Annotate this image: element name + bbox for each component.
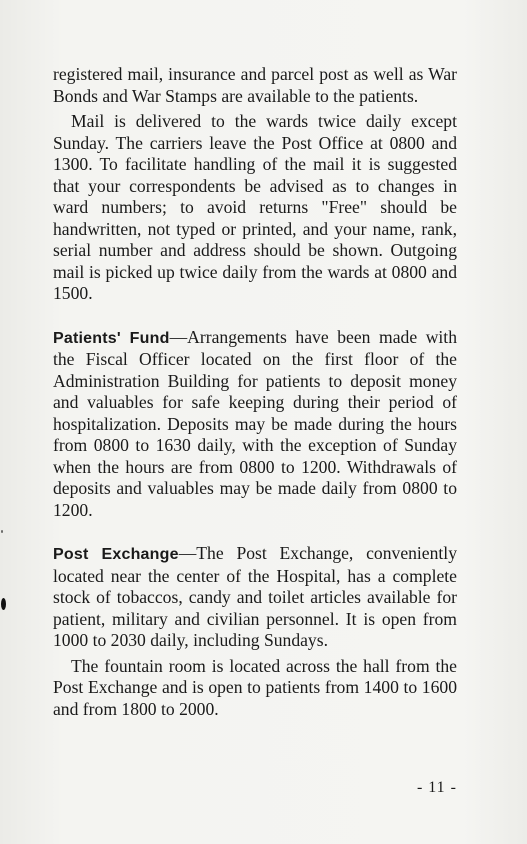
section-post-exchange [53, 543, 457, 652]
section-body-post-exchange: —The Post Exchange, conveniently located near the center of the Hospital, has a complete stock of tobaccos, candy and toilet articles available for patient, military and civilian personnel. It is open from 1000 to 2030 daily, including Sundays. [53, 543, 457, 650]
page-content [53, 64, 457, 720]
page-number: - 11 - [416, 779, 457, 796]
section-heading-patients-fund: Patients' Fund [53, 329, 170, 347]
section-patients-fund [53, 327, 457, 522]
section-body-patients-fund: —Arrangements have been made with the Fiscal Officer located on the first floor of the Administration Building for patients to deposit money and valuables for safe keeping during their period of hospitalization. Deposits may be made during the hours from 0800 to 1630 daily, with the exception of Sunday when the hours are from 0800 to 1200. Withdrawals of deposits and valuables may be made daily from 0800 to 1200. [53, 326, 457, 520]
paragraph-fountain-room: The fountain room is located across the hall from the Post Exchange and is open to patients from 1400 to 1600 and from 1800 to 2000. [53, 655, 457, 719]
paragraph-mail-services: registered mail, insurance and parcel post as well as War Bonds and War Stamps are available to the patients. [53, 64, 457, 106]
scan-speck [1, 530, 3, 533]
paragraph-mail-delivery: Mail is delivered to the wards twice daily except Sunday. The carriers leave the Post Office at 0800 and 1300. To facilitate handling of the mail it is suggested that your correspondents be advised as to changes in ward numbers; to avoid returns "Free" should be handwritten, not typed or printed, and your name, rank, serial number and address should be shown. Outgoing mail is picked up twice daily from the wards at 0800 and 1500. [53, 111, 457, 303]
section-heading-post-exchange: Post Exchange [53, 546, 179, 563]
scan-speck [1, 598, 6, 610]
